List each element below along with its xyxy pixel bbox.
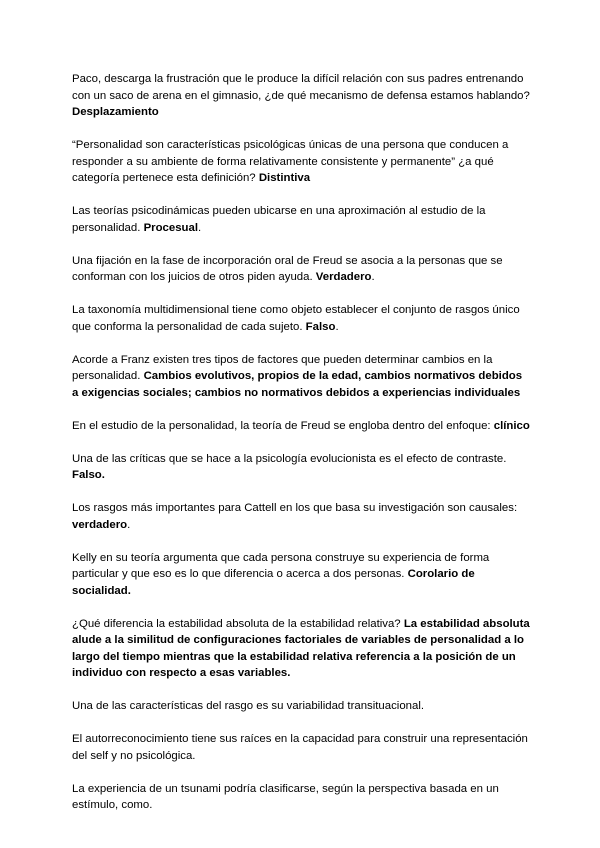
question-paragraph: [72, 253, 530, 286]
question-text: Los rasgos más importantes para Cattell en los que basa su investigación son causales:: [72, 502, 518, 514]
question-text: Una fijación en la fase de incorporación oral de Freud se asocia a la personas que se conforman con los juicios de otros piden ayuda.: [72, 254, 503, 283]
question-paragraph: [72, 418, 530, 435]
question-paragraph: [72, 451, 530, 484]
question-text: El autorreconocimiento tiene sus raíces en la capacidad para construir una representación del self y no psicológica.: [72, 733, 528, 762]
question-paragraph: [72, 203, 530, 236]
question-text: En el estudio de la personalidad, la teoría de Freud se engloba dentro del enfoque:: [72, 419, 494, 432]
answer-text: Procesual: [143, 221, 199, 234]
question-text: ¿Qué diferencia la estabilidad absoluta de la estabilidad relativa?: [72, 617, 404, 630]
question-text: Kelly en su teoría argumenta que cada persona construye su experiencia de forma particular y que eso es lo que diferencia o acerca a dos personas.: [72, 551, 490, 580]
question-text: Una de las críticas que se hace a la psicología evolucionista es el efecto de contraste.: [72, 452, 507, 465]
question-paragraph: [72, 550, 530, 600]
question-paragraph: [72, 71, 530, 121]
answer-tail: .: [127, 518, 131, 531]
question-text: Una de las características del rasgo es su variabilidad transituacional.: [72, 700, 425, 712]
question-paragraph: [72, 616, 530, 682]
answer-text: Cambios evolutivos, propios de la edad, cambios normativos debidos a exigencias sociales; cambios no normativos debidos a experiencias individuales: [72, 370, 523, 399]
question-paragraph: [72, 302, 530, 335]
question-paragraph: [72, 352, 530, 402]
question-text: “Personalidad son características psicológicas únicas de una persona que conducen a responder a su ambiente de forma relativamente consistente y permanente” ¿a qué categoría pertenece esta definición?: [72, 139, 509, 184]
answer-text: verdadero: [72, 518, 128, 531]
question-text: Las teorías psicodinámicas pueden ubicarse en una aproximación al estudio de la personalidad.: [72, 205, 486, 234]
question-text: La taxonomía multidimensional tiene como objeto establecer el conjunto de rasgos único que conforma la personalidad de cada sujeto.: [72, 304, 520, 333]
answer-tail: .: [371, 271, 375, 283]
answer-text: Verdadero: [315, 271, 372, 283]
answer-tail: .: [335, 320, 339, 333]
answer-text: Corolario de socialidad.: [72, 568, 475, 597]
question-text: Acorde a Franz existen tres tipos de factores que pueden determinar cambios en la personalidad.: [72, 353, 493, 382]
question-paragraph: [72, 731, 530, 764]
answer-text: Falso: [305, 320, 336, 333]
answer-text: La estabilidad absoluta alude a la similitud de configuraciones factoriales de variables de personalidad a lo largo del tiempo mientras que la estabilidad relativa referencia a la posición de un individuo con respecto a esas variables.: [72, 617, 530, 679]
question-paragraph: [72, 500, 530, 533]
question-paragraph: [72, 781, 530, 814]
answer-tail: .: [198, 221, 202, 234]
question-paragraph: [72, 137, 530, 187]
question-paragraph: [72, 698, 530, 715]
answer-text: clínico: [493, 419, 530, 432]
answer-text: Desplazamiento: [72, 106, 159, 118]
question-text: La experiencia de un tsunami podría clasificarse, según la perspectiva basada en un estímulo, como.: [72, 782, 499, 811]
question-text: Paco, descarga la frustración que le produce la difícil relación con sus padres entrenando con un saco de arena en el gimnasio, ¿de qué mecanismo de defensa estamos hablando?: [72, 73, 530, 102]
answer-text: Distintiva: [258, 172, 311, 184]
answer-text: Falso.: [72, 469, 105, 481]
